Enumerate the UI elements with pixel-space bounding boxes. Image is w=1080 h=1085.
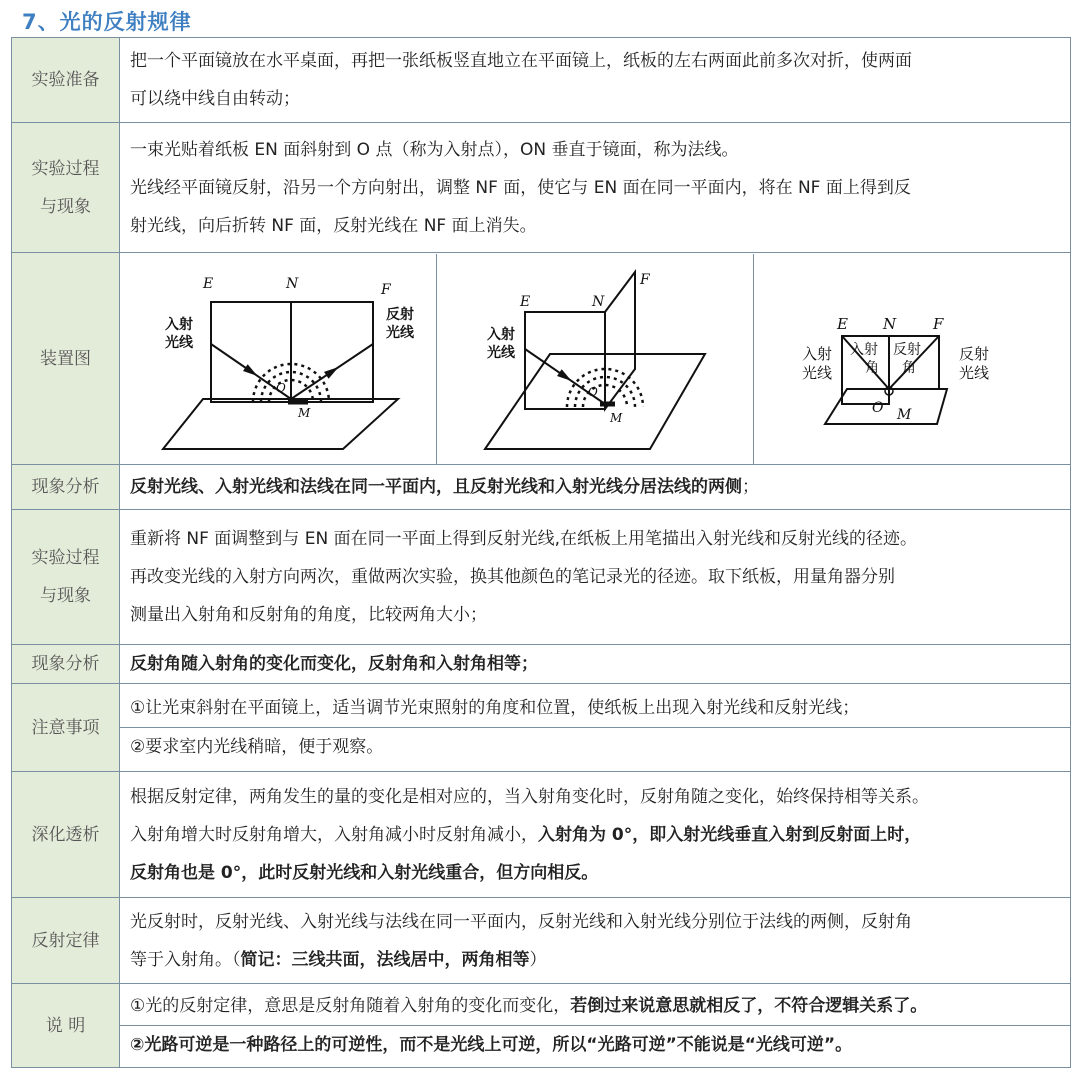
row-content bbox=[120, 645, 1071, 684]
row-label-text: 与现象 bbox=[40, 196, 91, 217]
row-content bbox=[120, 465, 1071, 510]
apparatus-diagram bbox=[120, 254, 436, 464]
row-content bbox=[120, 38, 1071, 123]
content-line bbox=[130, 520, 1070, 558]
bold-text: ②光路可逆是一种路径上的可逆性，而不是光线上可逆，所以“光路可逆”不能说是“光线可逆”。 bbox=[130, 1035, 853, 1055]
content-line bbox=[120, 1025, 1070, 1064]
table-row bbox=[12, 510, 1071, 645]
table-row bbox=[12, 684, 1071, 772]
content-line bbox=[130, 941, 1070, 979]
text: ①光的反射定律，意思是反射角随着入射角的变化而变化， bbox=[130, 996, 571, 1016]
text: ①让光束斜射在平面镜上，适当调节光束照射的角度和位置，使纸板上出现入射光线和反射光线； bbox=[130, 698, 860, 718]
arrow-head bbox=[243, 364, 258, 376]
table-row bbox=[12, 465, 1071, 510]
row-label bbox=[12, 772, 120, 898]
text: 重新将 NF 面调整到与 EN 面在同一平面上得到反射光线,在纸板上用笔描出入射光线和反射光线的径迹。 bbox=[130, 529, 917, 549]
incident-label-1: 入射 bbox=[487, 326, 515, 343]
text: 射光线，向后折转 NF 面，反射光线在 NF 面上消失。 bbox=[130, 215, 537, 236]
bold-text: 简记：三线共面，法线居中，两角相等 bbox=[240, 949, 530, 970]
text: ②要求室内光线稍暗，便于观察。 bbox=[130, 737, 384, 757]
row-label-text: 深化透析 bbox=[31, 824, 100, 845]
row-label-text: 注意事项 bbox=[31, 717, 100, 738]
content-line bbox=[130, 645, 1070, 683]
text: 根据反射定律，两角发生的量的变化是相对应的，当入射角变化时，反射角随之变化，始终保持相等关系。 bbox=[130, 786, 929, 807]
table-row bbox=[12, 772, 1071, 898]
table-row bbox=[12, 984, 1071, 1068]
section-title: 7、光的反射规律 bbox=[22, 10, 192, 34]
label-f: F bbox=[933, 314, 944, 333]
label-m: M bbox=[610, 410, 623, 425]
text: 可以绕中线自由转动； bbox=[130, 89, 300, 109]
content-line bbox=[130, 468, 1070, 506]
apparatus-diagram bbox=[754, 254, 1070, 464]
text: 测量出入射角和反射角的角度，比较两角大小； bbox=[130, 605, 487, 625]
bold-text: 入射角为 0°，即入射光线垂直入射到反射面上时， bbox=[538, 824, 922, 845]
table-row bbox=[12, 123, 1071, 253]
reflected-label-1: 反射 bbox=[959, 344, 990, 363]
row-content bbox=[120, 123, 1071, 253]
label-o: O bbox=[276, 380, 286, 395]
content-line bbox=[130, 131, 1070, 169]
label-o: O bbox=[872, 399, 884, 416]
label-f: F bbox=[640, 271, 650, 288]
incident-angle-label-1: 入射 bbox=[850, 341, 878, 358]
row-label-text: 反射定律 bbox=[31, 930, 100, 951]
experiment-table bbox=[11, 37, 1071, 1068]
reflection-angle-label-2: 角 bbox=[902, 359, 916, 376]
row-label bbox=[12, 510, 120, 645]
content-line bbox=[130, 816, 1070, 854]
row-label bbox=[12, 38, 120, 123]
label-m: M bbox=[897, 406, 912, 423]
text: 入射角增大时反射角增大，入射角减小时反射角减小， bbox=[130, 824, 538, 845]
row-label bbox=[12, 984, 120, 1068]
incident-label-1: 入射 bbox=[802, 344, 833, 363]
row-label-text: 现象分析 bbox=[31, 654, 100, 674]
row-label-text: 与现象 bbox=[40, 586, 91, 606]
row-content bbox=[120, 510, 1071, 645]
content-line bbox=[130, 596, 1070, 634]
incident-label-2: 光线 bbox=[165, 334, 193, 351]
reflected-label-2: 光线 bbox=[386, 324, 414, 341]
reflection-angle-label-1: 反射 bbox=[893, 341, 921, 358]
bold-text: 反射角也是 0°，此时反射光线和入射光线重合，但方向相反。 bbox=[130, 862, 599, 883]
content-line bbox=[130, 854, 1070, 892]
table-row bbox=[12, 645, 1071, 684]
bold-text: 反射角随入射角的变化而变化，反射角和入射角相等； bbox=[130, 654, 538, 674]
text: 光线经平面镜反射，沿另一个方向射出，调整 NF 面，使它与 EN 面在同一平面内，将在 NF 面上得到反 bbox=[130, 177, 911, 198]
content-line bbox=[130, 558, 1070, 596]
text: 一束光贴着纸板 EN 面斜射到 O 点（称为入射点），ON 垂直于镜面，称为法线。 bbox=[130, 139, 739, 160]
label-f: F bbox=[381, 281, 391, 298]
label-m: M bbox=[298, 405, 311, 420]
apparatus-figure-fig1 bbox=[120, 254, 436, 464]
content-line bbox=[130, 80, 1070, 118]
row-label bbox=[12, 253, 120, 465]
mirror-plane bbox=[485, 354, 705, 449]
label-e: E bbox=[837, 314, 848, 333]
content-line bbox=[130, 42, 1070, 80]
content-line bbox=[130, 169, 1070, 207]
text: 光反射时，反射光线、入射光线与法线在同一平面内，反射光线和入射光线分别位于法线的两侧，反射角 bbox=[130, 911, 912, 932]
table-row bbox=[12, 898, 1071, 984]
row-label-text: 实验过程 bbox=[31, 548, 100, 568]
content-line bbox=[130, 689, 1070, 727]
label-o: O bbox=[588, 384, 598, 399]
row-label-text: 装置图 bbox=[40, 348, 91, 369]
text: 再改变光线的入射方向两次，重做两次实验，换其他颜色的笔记录光的径迹。取下纸板，用量角器分别 bbox=[130, 567, 895, 587]
row-label bbox=[12, 123, 120, 253]
text: 把一个平面镜放在水平桌面，再把一张纸板竖直地立在平面镜上，纸板的左右两面此前多次对折，使两面 bbox=[130, 51, 912, 71]
table-row bbox=[12, 253, 1071, 465]
table-row bbox=[12, 38, 1071, 123]
row-label-text: 实验准备 bbox=[31, 70, 100, 90]
incident-label-1: 入射 bbox=[165, 316, 193, 333]
reflected-label-1: 反射 bbox=[386, 306, 414, 323]
row-label-text: 现象分析 bbox=[31, 477, 100, 497]
text: ） bbox=[529, 949, 547, 970]
row-label-text: 说 明 bbox=[45, 1015, 86, 1036]
row-content bbox=[120, 684, 1071, 772]
arrow-head bbox=[324, 367, 339, 379]
row-label-text: 实验过程 bbox=[31, 158, 100, 179]
incident-angle-label-2: 角 bbox=[865, 359, 879, 376]
board-nf bbox=[605, 272, 635, 409]
text: 等于入射角。（ bbox=[130, 949, 241, 970]
row-content bbox=[120, 984, 1071, 1068]
incident-label-2: 光线 bbox=[802, 363, 833, 382]
label-e: E bbox=[203, 275, 214, 292]
text: ； bbox=[742, 477, 759, 497]
row-content bbox=[120, 898, 1071, 984]
row-label bbox=[12, 465, 120, 510]
row-label bbox=[12, 684, 120, 772]
bold-text: 反射光线、入射光线和法线在同一平面内，且反射光线和入射光线分居法线的两侧 bbox=[130, 477, 742, 497]
row-label bbox=[12, 898, 120, 984]
apparatus-diagram bbox=[437, 254, 753, 464]
reflected-label-2: 光线 bbox=[959, 363, 990, 382]
content-line bbox=[120, 727, 1070, 766]
arrow-head bbox=[557, 369, 572, 381]
content-line bbox=[130, 987, 1070, 1025]
apparatus-figure-fig2 bbox=[436, 254, 753, 464]
bold-text: 若倒过来说意思就相反了，不符合逻辑关系了。 bbox=[570, 996, 928, 1016]
mirror-plane bbox=[163, 399, 398, 449]
label-e: E bbox=[520, 293, 531, 310]
label-n: N bbox=[592, 293, 605, 310]
content-line bbox=[130, 903, 1070, 941]
row-label bbox=[12, 645, 120, 684]
content-line bbox=[130, 778, 1070, 816]
label-n: N bbox=[883, 314, 897, 333]
apparatus-figure-fig3 bbox=[753, 254, 1070, 464]
incident-label-2: 光线 bbox=[487, 344, 515, 361]
content-line bbox=[130, 207, 1070, 245]
row-content bbox=[120, 253, 1071, 465]
label-n: N bbox=[286, 275, 299, 292]
row-content bbox=[120, 772, 1071, 898]
